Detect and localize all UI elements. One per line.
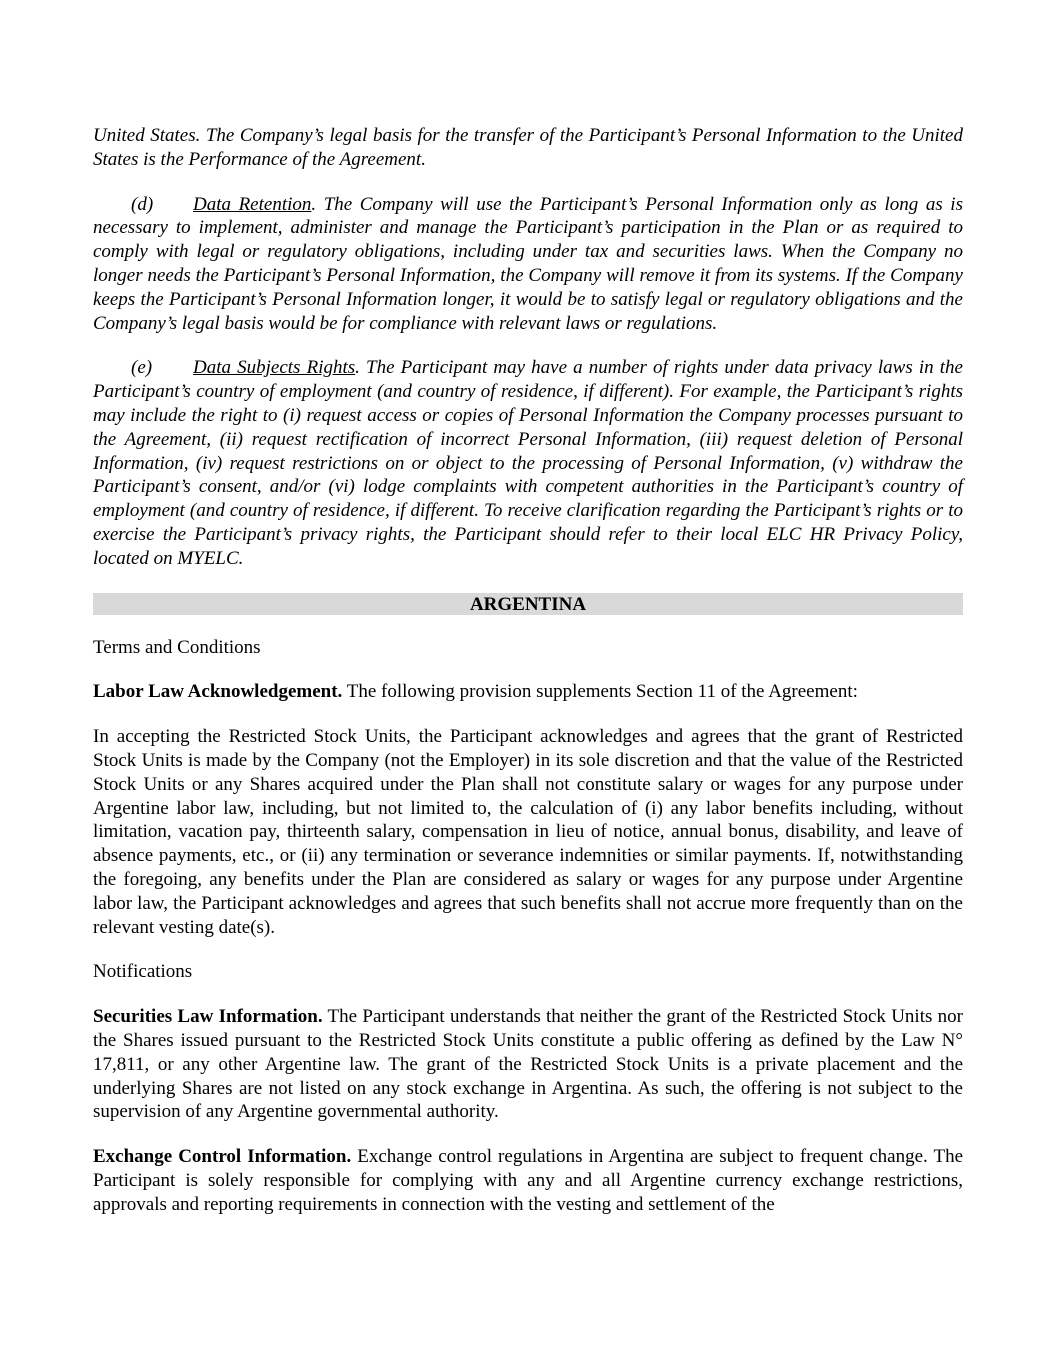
exchange-control-heading: Exchange Control Information. bbox=[93, 1146, 352, 1168]
data-subjects-paragraph bbox=[93, 356, 963, 570]
exchange-control-text: Exchange control regulations in Argentina are subject to frequent change. The Participant is solely responsible for complying with any and all Argentine currency exchange restrictions, approvals and reporting requirements in connection with the vesting and settlement of the bbox=[93, 1146, 963, 1215]
data-subjects-heading: Data Subjects Rights bbox=[193, 357, 356, 379]
securities-law-text: The Participant understands that neither the grant of the Restricted Stock Units nor the Shares issued pursuant to the Restricted Stock Units constitute a public offering as defined by the Law N° 17,811, or any other Argentine law. The grant of the Restricted Stock Units is a private placement and the underlying Shares are not listed on any stock exchange in Argentina. As such, the offering is not subject to the supervision of any Argentine governmental authority. bbox=[93, 1006, 963, 1123]
data-subjects-text: . The Participant may have a number of rights under data privacy laws in the Participant’s country of employment (and country of residence, if different). For example, the Participant’s rights may include the right to (i) request access or copies of Personal Information the Company processes pursuant to the Agreement, (ii) request rectification of incorrect Personal Information, (iii) request deletion of Personal Information, (iv) request restrictions on or object to the processing of Personal Information, (v) withdraw the Participant’s consent, and/or (vi) lodge complaints with competent authorities in the Participant’s country of employment (and country of residence, if different. To receive clarification regarding the Participant’s rights or to exercise the Participant’s privacy rights, the Participant should refer to their local ELC HR Privacy Policy, located on MYELC. bbox=[93, 357, 963, 569]
labor-law-body: In accepting the Restricted Stock Units, the Participant acknowledges and agrees that the grant of Restricted Stock Units is made by the Company (not the Employer) in its sole discretion and that the value of the Restricted Stock Units or any Shares acquired under the Plan shall not constitute salary or wages for any purpose under Argentine labor law, including, but not limited to, the calculation of (i) any labor benefits including, without limitation, vacation pay, thirteenth salary, compensation in lieu of notice, annual bonus, disability, and leave of absence payments, etc., or (ii) any termination or severance indemnities or similar payments. If, notwithstanding the foregoing, any benefits under the Plan are considered as salary or wages for any purpose under Argentine labor law, the Participant acknowledges and agrees that such benefits shall not accrue more frequently than on the relevant vesting date(s). bbox=[93, 726, 963, 938]
securities-law-heading: Securities Law Information. bbox=[93, 1006, 323, 1028]
notifications-heading: Notifications bbox=[93, 961, 193, 983]
securities-law-paragraph bbox=[93, 1005, 963, 1124]
intro-text: United States. The Company’s legal basis for the transfer of the Participant’s Personal Information to the United States is the Performance of the Agreement. bbox=[93, 125, 963, 170]
document-page bbox=[93, 124, 963, 1215]
exchange-control-clip bbox=[93, 1145, 963, 1215]
data-retention-label: (d) bbox=[131, 193, 154, 215]
data-retention-text: . The Company will use the Participant’s Personal Information only as long as is necessary to implement, administer and manage the Participant’s participation in the Plan or as required to comply with legal or regulatory obligations, including under tax and securities laws. When the Company no longer needs the Participant’s Personal Information, the Company will remove it from its systems. If the Company keeps the Participant’s Personal Information longer, it would be to satisfy legal or regulatory obligations and the Company’s legal basis would be for compliance with relevant laws or regulations. bbox=[93, 193, 963, 334]
exchange-control-paragraph bbox=[93, 1145, 963, 1215]
labor-law-intro-paragraph bbox=[93, 680, 963, 704]
labor-law-intro: The following provision supplements Section 11 of the Agreement: bbox=[342, 681, 858, 703]
terms-heading: Terms and Conditions bbox=[93, 636, 261, 658]
data-retention-heading: Data Retention bbox=[193, 193, 312, 215]
labor-law-heading: Labor Law Acknowledgement. bbox=[93, 681, 343, 703]
intro-paragraph bbox=[93, 124, 963, 172]
data-subjects-label: (e) bbox=[131, 357, 153, 379]
country-banner: ARGENTINA bbox=[93, 593, 963, 615]
data-retention-paragraph bbox=[93, 193, 963, 336]
